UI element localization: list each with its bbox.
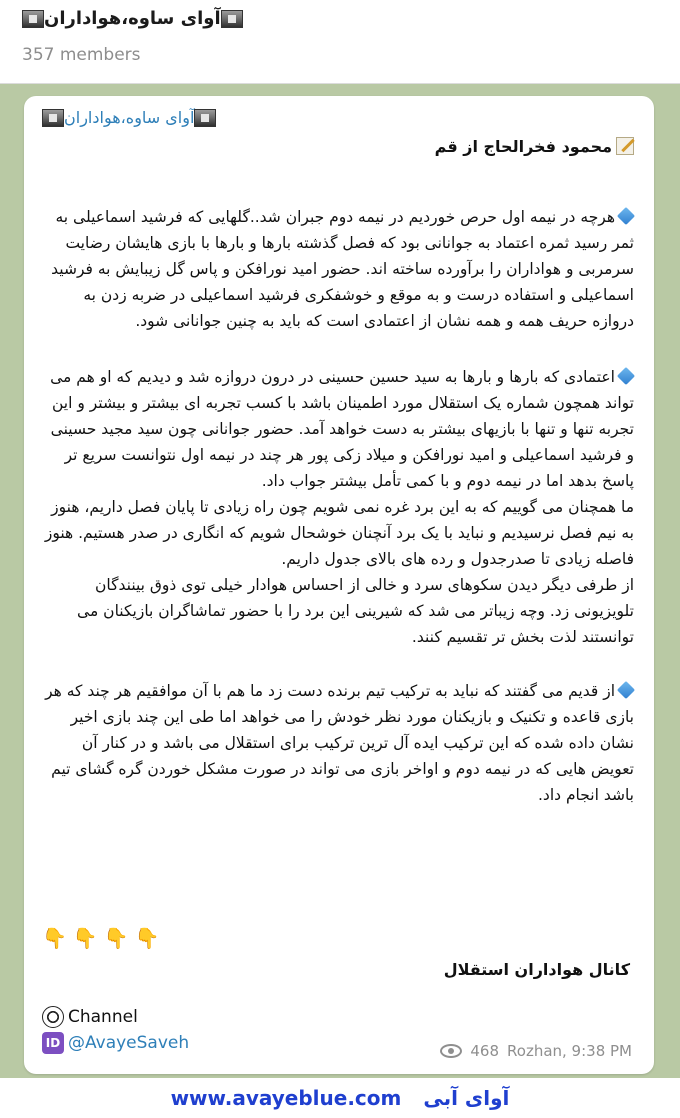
chat-title[interactable]: آوای ساوه،هواداران [44,8,221,29]
diamond-bullet-icon [617,367,635,385]
soccer-ball-icon [42,1006,64,1028]
pointing-hands [42,926,160,950]
paragraph: از قدیم می گفتند که نباید به ترکیب تیم برنده دست زد ما هم با آن موافقیم هر چند که هر بازی قاعده و تکنیک و بازیکنان مورد نظر خودش را می خواهد اما طی این چند بازی اخیر نشان داده شده که این ترکیب ایده آل ترین ترکیب برای استقلال می باشد و در کنار آن تعویض هایی که در نیمه دوم و اواخر بازی می تواند در صورت مشکل خوردن گره گشای تیم باشد انجام داد. [45,682,634,804]
pointing-down-icon: 👇 [134,926,160,950]
pointing-down-icon: 👇 [72,926,98,950]
member-count: 357 members [22,45,141,65]
channel-label: Channel [68,1007,138,1027]
pointing-down-icon: 👇 [42,926,67,950]
author-line: محمود فخرالحاج از قم [42,134,634,160]
memo-icon [616,137,634,155]
message-meta [440,1042,632,1060]
forwarded-channel-name[interactable]: آوای ساوه،هواداران [64,108,195,127]
footer-banner [0,1078,680,1118]
chat-title-row[interactable] [22,8,243,29]
chat-header[interactable] [0,0,680,84]
pointing-down-icon: 👇 [103,926,129,950]
handle-row[interactable] [42,1032,189,1054]
paragraph: از طرفی دیگر دیدن سکوهای سرد و خالی از احساس هوادار خیلی توی ذوق بینندگان تلویزیونی زد. وچه زیباتر می شد که شیرینی این برد را با حضور تماشاگران بازیکنان می توانستند لذت بخش تر تقسیم کنند. [77,576,634,646]
diamond-bullet-icon [617,207,635,225]
flag-icon [22,10,44,28]
footer-name: آوای آبی [423,1086,510,1110]
paragraph: اعتمادی که بارها و بارها به سید حسین حسینی در درون دروازه شد و دیدیم که او هم می تواند همچون شماره یک استقلال مورد اطمینان باشد با کسب تجربه ای بیشتر و بیشتر و این تجربه تنها و تنها با بازیهای بیشتر به دست خواهد آمد. حضور جوانانی چون سید مجید حسینی و فرشید اسماعیلی و امید نورافکن و میلاد زکی پور هر چند در نیمه اول نتوانست سریع تر پاسخ بدهد اما در نیمه دوم و با کمی تأمل بیشتر جواب داد. [50,368,634,490]
flag-icon [194,109,216,127]
id-icon: ID [42,1032,64,1054]
channel-handle-link[interactable]: @AvayeSaveh [68,1033,190,1053]
signature: کانال هواداران استقلال [443,960,630,979]
footer-url[interactable]: www.avayeblue.com [170,1086,402,1110]
message-text [42,134,634,808]
diamond-bullet-icon [617,681,635,699]
flag-icon [221,10,243,28]
message-bubble[interactable] [24,96,654,1074]
paragraph: ما همچنان می گوییم که به این برد غره نمی شویم چون راه زیادی تا پایان فصل داریم، هنوز به نیم فصل نرسیدیم و نباید با یک برد آنچنان خوشحال شویم که انگاری در صدر هستیم. هنوز فاصله زیادی تا صدرجدول و رده های بالای جدول داریم. [44,498,634,568]
view-count: 468 [470,1042,500,1060]
channel-row [42,1006,138,1028]
author-time: Rozhan, 9:38 PM [507,1042,632,1060]
eye-icon [440,1044,462,1058]
forwarded-from[interactable] [42,108,216,127]
paragraph: هرچه در نیمه اول حرص خوردیم در نیمه دوم جبران شد..گلهایی که فرشید اسماعیلی به ثمر رسید ثمره اعتماد به جوانانی بود که فصل گذشته بارها و بارها با بازی هایشان رضایت سرمربی و هواداران را برآورده ساخته اند. حضور امید نورافکن و پاس گل زیبایش به فرشید اسماعیلی و استفاده درست و به موقع و خوشفکری فرشید اسماعیلی در ضربه زدن به دروازه حریف همه و همه نشان از اعتمادی است که باید به چنین جوانانی شود. [51,208,634,330]
flag-icon [42,109,64,127]
